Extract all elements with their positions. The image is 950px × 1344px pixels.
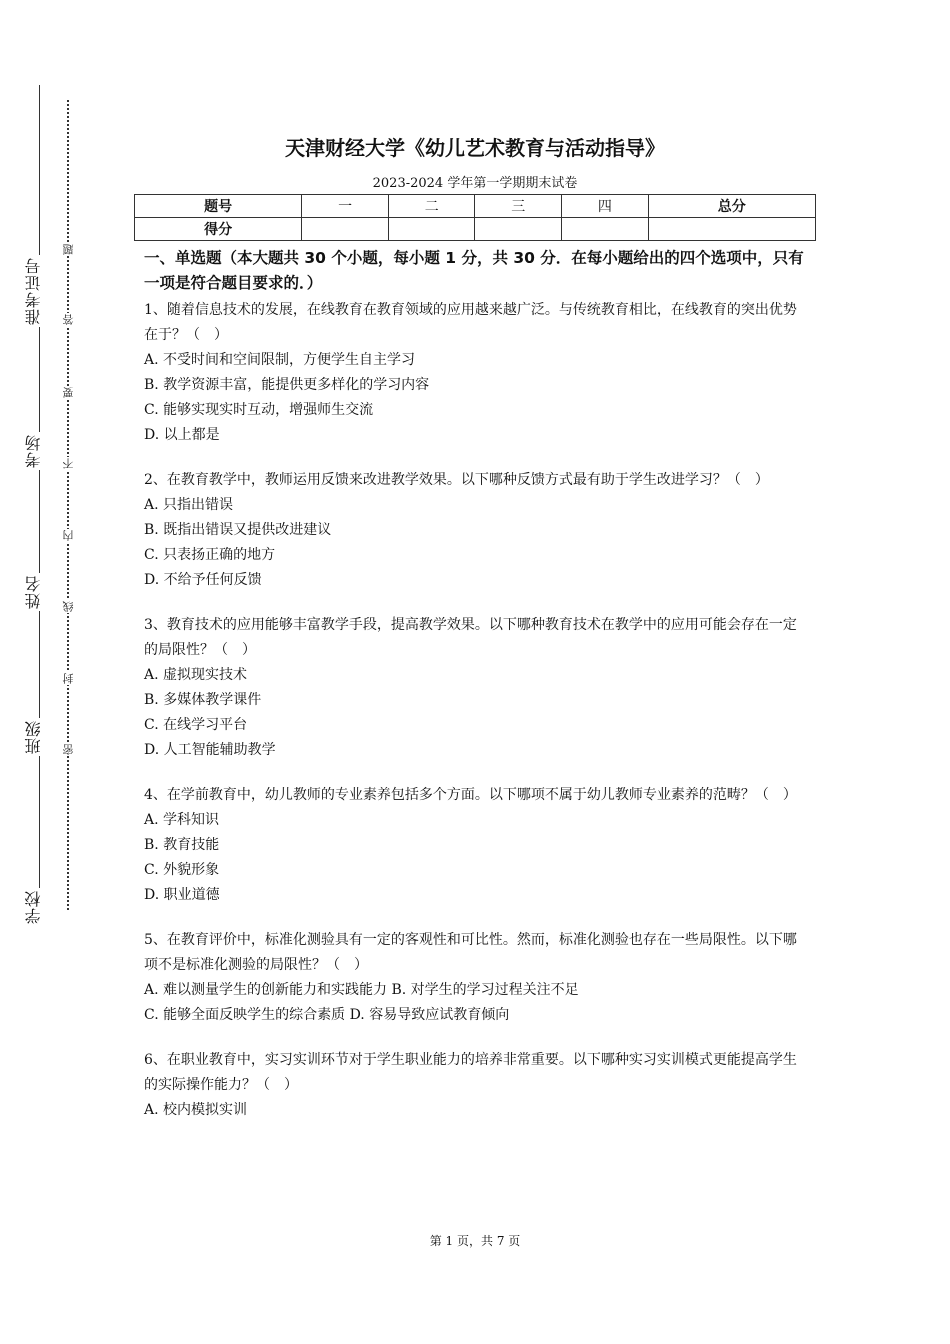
- question-stem: 6、在职业教育中，实习实训环节对于学生职业能力的培养非常重要。以下哪种实习实训模式更能提高学生的实际操作能力？（ ）: [144, 1052, 797, 1093]
- binding-line-solid: [39, 85, 40, 925]
- option-b: B. 教育技能: [144, 837, 220, 853]
- option-a: A. 只指出错误: [144, 497, 234, 513]
- seal-char: 封: [62, 673, 75, 684]
- seal-char: 题: [62, 244, 75, 255]
- score-cell: [648, 218, 815, 241]
- option-d: D. 人工智能辅助教学: [144, 742, 276, 758]
- question-6: [144, 1048, 809, 1123]
- binding-line-dotted: [67, 100, 69, 910]
- option-b: B. 教学资源丰富，能提供更多样化的学习内容: [144, 377, 430, 393]
- score-cell: [562, 218, 649, 241]
- option-a: A. 学科知识: [144, 812, 220, 828]
- field-class: 班级: [24, 720, 43, 754]
- exam-subtitle: 2023-2024 学年第一学期期末试卷: [372, 176, 578, 191]
- seal-char: 线: [62, 601, 75, 612]
- page-footer: 第 1 页，共 7 页: [429, 1234, 521, 1248]
- score-header-cell: 三: [475, 195, 562, 218]
- exam-title: 天津财经大学《幼儿艺术教育与活动指导》: [285, 136, 665, 160]
- option-c: C. 能够实现实时互动，增强师生交流: [144, 402, 374, 418]
- option-b: B. 多媒体教学课件: [144, 692, 262, 708]
- question-stem: 1、随着信息技术的发展，在线教育在教育领域的应用越来越广泛。与传统教育相比，在线教育的突出优势在于？（ ）: [144, 302, 797, 343]
- seal-char: 内: [62, 530, 75, 541]
- question-stem: 3、教育技术的应用能够丰富教学手段，提高教学效果。以下哪种教育技术在教学中的应用可能会存在一定的局限性？（ ）: [144, 617, 797, 658]
- field-exam-number: 准考证号: [24, 257, 43, 325]
- question-stem: 4、在学前教育中，幼儿教师的专业素养包括多个方面。以下哪项不属于幼儿教师专业素养的范畴？（ ）: [144, 787, 797, 803]
- option-b: B. 既指出错误又提供改进建议: [144, 522, 332, 538]
- section-heading: 一、单选题（本大题共 30 个小题，每小题 1 分，共 30 分．在每小题给出的四个选项中，只有一项是符合题目要求的．）: [144, 249, 804, 292]
- score-row-label: 得分: [135, 218, 302, 241]
- field-exam-room: 考场: [24, 434, 43, 468]
- field-school: 学校: [24, 890, 43, 924]
- question-stem: 5、在教育评价中，标准化测验具有一定的客观性和可比性。然而，标准化测验也存在一些局限性。以下哪项不是标准化测验的局限性？（ ）: [144, 932, 797, 973]
- score-table-header-row: [135, 195, 816, 218]
- option-c: C. 只表扬正确的地方: [144, 547, 276, 563]
- option-cd: C. 能够全面反映学生的综合素质 D. 容易导致应试教育倾向: [144, 1007, 510, 1023]
- seal-char: 不: [62, 458, 75, 469]
- question-stem: 2、在教育教学中，教师运用反馈来改进教学效果。以下哪种反馈方式最有助于学生改进学习？（ ）: [144, 472, 769, 488]
- question-2: [144, 468, 809, 593]
- score-cell: [475, 218, 562, 241]
- question-3: [144, 613, 809, 763]
- option-a: A. 虚拟现实技术: [144, 667, 248, 683]
- question-4: [144, 783, 809, 908]
- score-cell: [302, 218, 389, 241]
- score-header-cell: 二: [388, 195, 475, 218]
- option-d: D. 职业道德: [144, 887, 220, 903]
- question-5: [144, 928, 809, 1028]
- score-table: [134, 194, 816, 241]
- question-1: [144, 298, 809, 448]
- score-header-cell: 一: [302, 195, 389, 218]
- seal-char: 密: [62, 744, 75, 755]
- exam-content: [144, 246, 809, 1143]
- score-table-score-row: [135, 218, 816, 241]
- seal-char: 要: [62, 387, 75, 398]
- score-header-cell: 总分: [648, 195, 815, 218]
- score-header-cell: 题号: [135, 195, 302, 218]
- field-name: 姓名: [24, 575, 43, 609]
- option-a: A. 校内模拟实训: [144, 1102, 248, 1118]
- seal-char: 答: [62, 314, 75, 325]
- option-a: A. 不受时间和空间限制，方便学生自主学习: [144, 352, 416, 368]
- option-c: C. 外貌形象: [144, 862, 220, 878]
- option-ab: A. 难以测量学生的创新能力和实践能力 B. 对学生的学习过程关注不足: [144, 982, 579, 998]
- option-d: D. 以上都是: [144, 427, 220, 443]
- option-d: D. 不给予任何反馈: [144, 572, 262, 588]
- score-header-cell: 四: [562, 195, 649, 218]
- option-c: C. 在线学习平台: [144, 717, 248, 733]
- score-cell: [388, 218, 475, 241]
